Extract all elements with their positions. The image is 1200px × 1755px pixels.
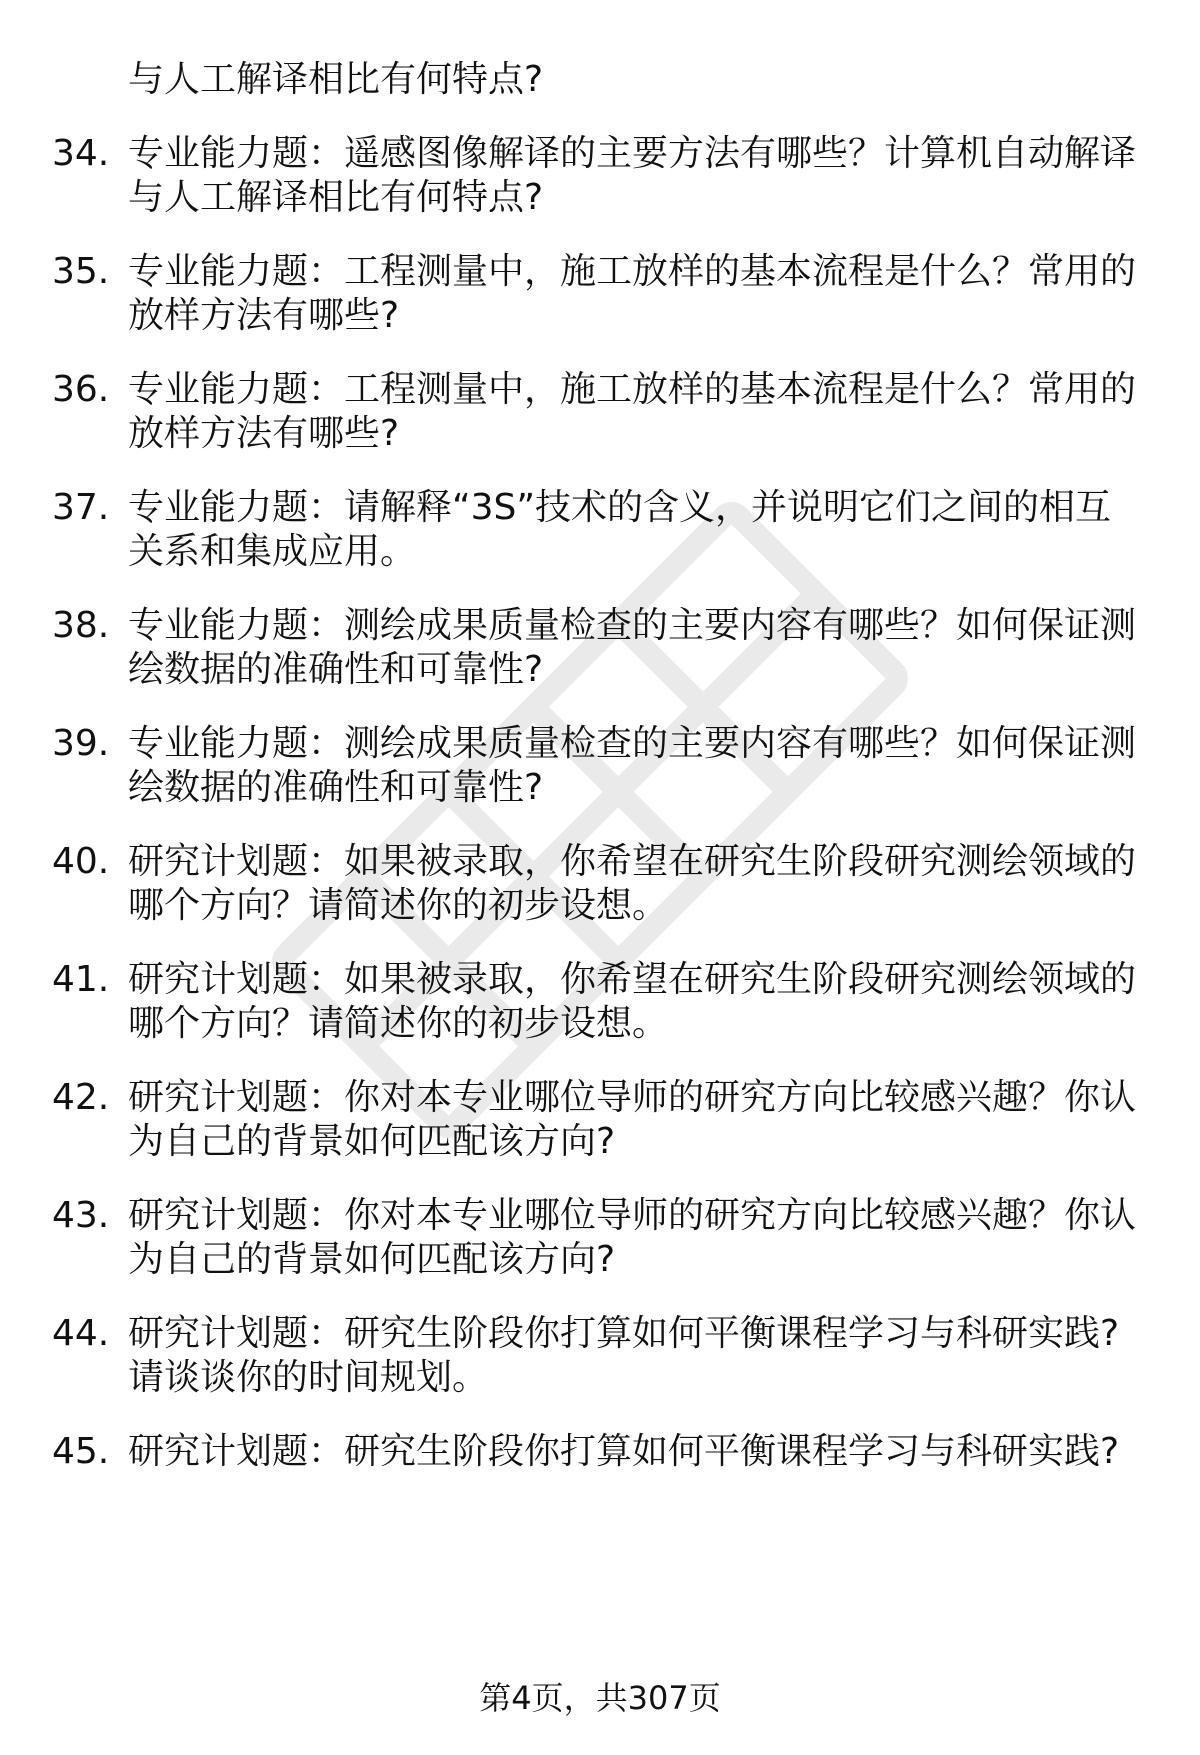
question-number: 35. [52,251,110,292]
question-number: 38. [52,605,110,646]
question-line: 关系和集成应用。 [128,531,417,572]
continuation-line: 与人工解译相比有何特点? [128,59,544,100]
question-line: 与人工解译相比有何特点? [128,177,544,218]
question-line: 哪个方向？请简述你的初步设想。 [128,1003,669,1044]
question-line: 研究计划题：如果被录取，你希望在研究生阶段研究测绘领域的 [128,959,1137,1000]
question-line: 哪个方向？请简述你的初步设想。 [128,885,669,926]
question-number: 44. [52,1313,110,1354]
question-line: 放样方法有哪些? [128,295,400,336]
question-line: 研究计划题：你对本专业哪位导师的研究方向比较感兴趣？你认 [128,1195,1137,1236]
question-line: 为自己的背景如何匹配该方向? [128,1239,616,1280]
question-number: 37. [52,487,110,528]
question-line: 专业能力题：测绘成果质量检查的主要内容有哪些？如何保证测 [128,605,1137,646]
question-line: 专业能力题：测绘成果质量检查的主要内容有哪些？如何保证测 [128,723,1137,764]
question-line: 专业能力题：工程测量中，施工放样的基本流程是什么？常用的 [128,369,1137,410]
question-number: 45. [52,1431,110,1472]
question-line: 专业能力题：工程测量中，施工放样的基本流程是什么？常用的 [128,251,1137,292]
question-number: 43. [52,1195,110,1236]
question-number: 36. [52,369,110,410]
question-line: 绘数据的准确性和可靠性? [128,767,544,808]
page-footer: 第4页，共307页 [479,1679,721,1717]
question-line: 绘数据的准确性和可靠性? [128,649,544,690]
question-line: 专业能力题：请解释“3S”技术的含义，并说明它们之间的相互 [128,487,1112,528]
question-number: 39. [52,723,110,764]
question-line: 研究计划题：你对本专业哪位导师的研究方向比较感兴趣？你认 [128,1077,1137,1118]
question-number: 41. [52,959,110,1000]
question-line: 研究计划题：研究生阶段你打算如何平衡课程学习与科研实践? [128,1313,1120,1354]
question-number: 40. [52,841,110,882]
question-line: 为自己的背景如何匹配该方向? [128,1121,616,1162]
question-line: 请谈谈你的时间规划。 [128,1357,489,1398]
question-line: 研究计划题：如果被录取，你希望在研究生阶段研究测绘领域的 [128,841,1137,882]
question-line: 放样方法有哪些? [128,413,400,454]
question-line: 研究计划题：研究生阶段你打算如何平衡课程学习与科研实践? [128,1431,1120,1472]
question-line: 专业能力题：遥感图像解译的主要方法有哪些？计算机自动解译 [128,133,1137,174]
question-number: 42. [52,1077,110,1118]
question-number: 34. [52,133,110,174]
